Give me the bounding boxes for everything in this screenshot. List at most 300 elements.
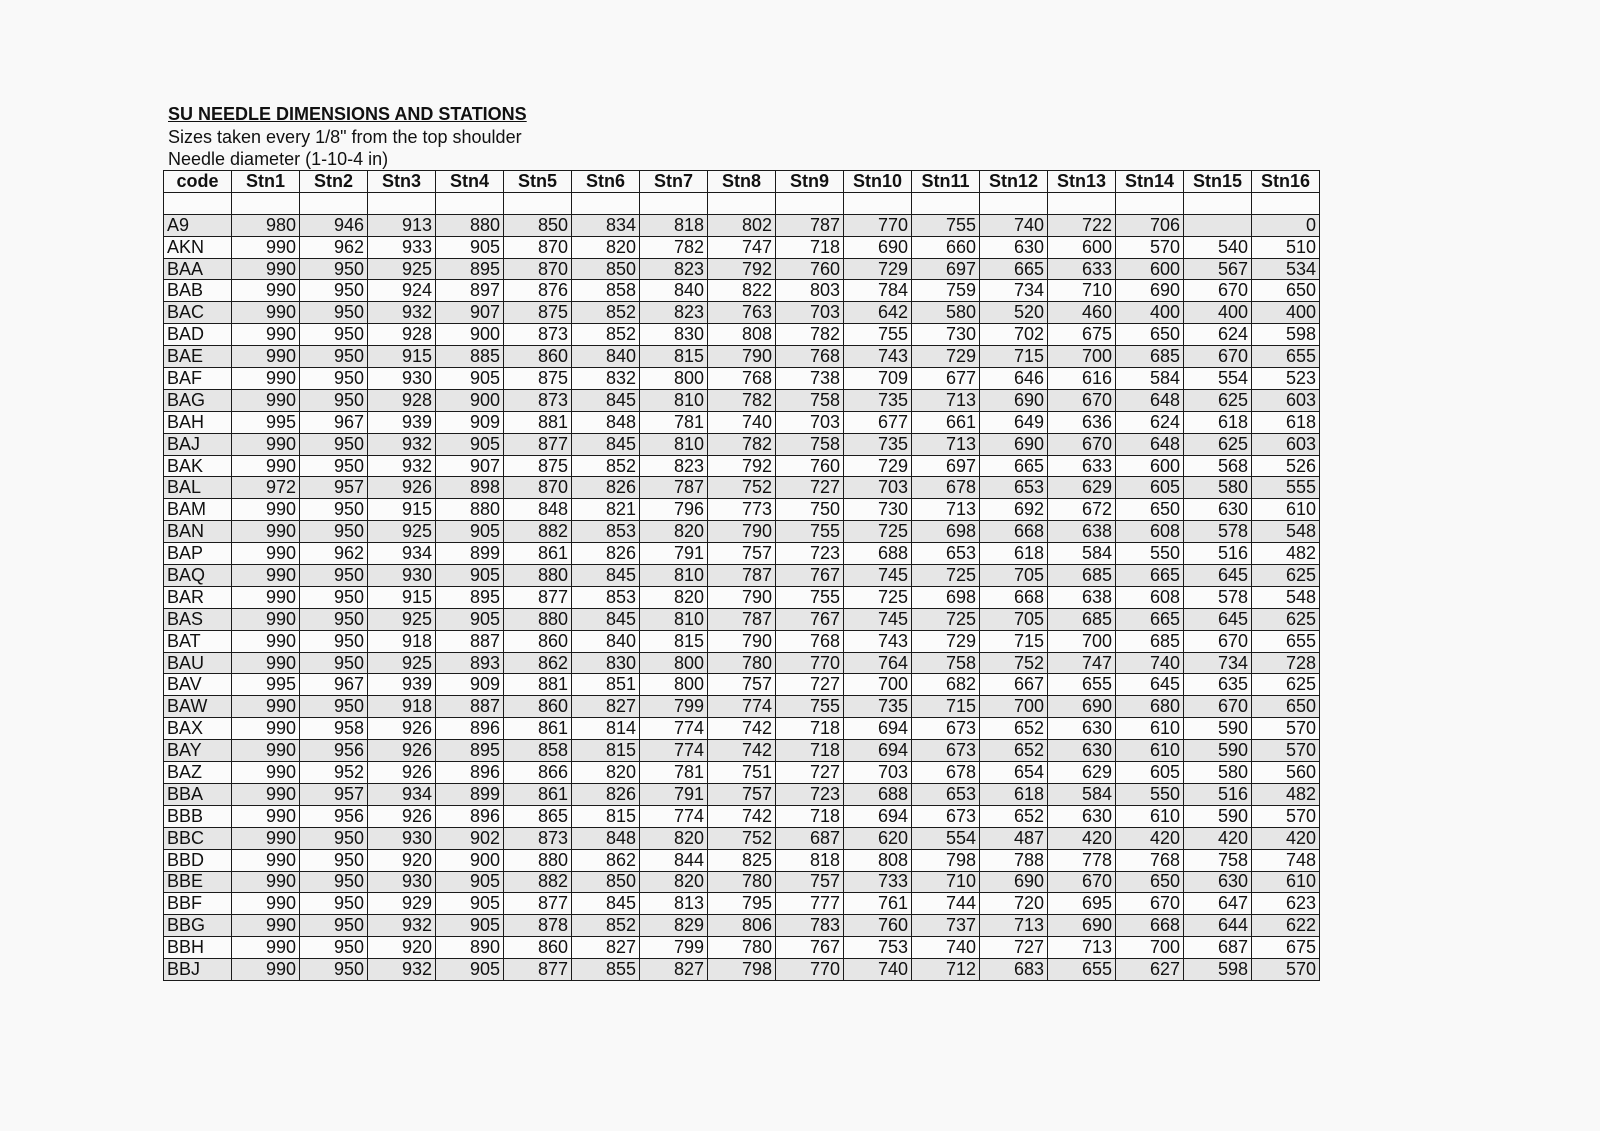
station-value-cell: 698 [912, 586, 980, 608]
station-value-cell: 787 [708, 565, 776, 587]
column-header-stn9: Stn9 [776, 171, 844, 193]
station-value-cell: 845 [572, 608, 640, 630]
station-value-cell: 815 [640, 630, 708, 652]
station-value-cell: 950 [300, 827, 368, 849]
station-value-cell: 990 [232, 324, 300, 346]
station-value-cell: 798 [708, 959, 776, 981]
station-value-cell: 900 [436, 324, 504, 346]
station-value-cell: 768 [1116, 849, 1184, 871]
column-header-stn7: Stn7 [640, 171, 708, 193]
station-value-cell: 787 [776, 214, 844, 236]
station-value-cell: 905 [436, 893, 504, 915]
station-value-cell: 516 [1184, 783, 1252, 805]
station-value-cell: 905 [436, 236, 504, 258]
station-value-cell: 882 [504, 521, 572, 543]
station-value-cell: 687 [776, 827, 844, 849]
station-value-cell: 670 [1184, 280, 1252, 302]
needle-code-cell: BAN [164, 521, 232, 543]
station-value-cell: 925 [368, 521, 436, 543]
station-value-cell: 777 [776, 893, 844, 915]
station-value-cell: 700 [844, 674, 912, 696]
table-row [164, 630, 1320, 652]
station-value-cell: 990 [232, 521, 300, 543]
needle-code-cell: BAF [164, 368, 232, 390]
station-value-cell: 695 [1048, 893, 1116, 915]
station-value-cell: 932 [368, 959, 436, 981]
station-value-cell: 523 [1252, 368, 1320, 390]
station-value-cell: 668 [980, 586, 1048, 608]
station-value-cell: 815 [572, 805, 640, 827]
station-value-cell: 697 [912, 455, 980, 477]
station-value-cell: 950 [300, 696, 368, 718]
table-row [164, 783, 1320, 805]
station-value-cell: 690 [980, 433, 1048, 455]
station-value-cell: 810 [640, 565, 708, 587]
station-value-cell: 584 [1048, 543, 1116, 565]
station-value-cell: 818 [776, 849, 844, 871]
station-value-cell: 647 [1184, 893, 1252, 915]
station-value-cell: 873 [504, 389, 572, 411]
station-value-cell: 725 [912, 565, 980, 587]
station-value-cell: 460 [1048, 302, 1116, 324]
station-value-cell: 877 [504, 959, 572, 981]
station-value-cell: 862 [572, 849, 640, 871]
needle-code-cell: BAV [164, 674, 232, 696]
station-value-cell: 820 [572, 236, 640, 258]
station-value-cell: 905 [436, 959, 504, 981]
station-value-cell: 808 [708, 324, 776, 346]
station-value-cell: 713 [912, 433, 980, 455]
station-value-cell: 950 [300, 455, 368, 477]
station-value-cell: 818 [640, 214, 708, 236]
station-value-cell: 909 [436, 674, 504, 696]
station-value-cell: 829 [640, 915, 708, 937]
needle-code-cell: BAU [164, 652, 232, 674]
station-value-cell: 850 [572, 258, 640, 280]
needle-code-cell: BAH [164, 411, 232, 433]
station-value-cell: 815 [640, 346, 708, 368]
needle-code-cell: BAR [164, 586, 232, 608]
table-row [164, 368, 1320, 390]
station-value-cell: 534 [1252, 258, 1320, 280]
station-value-cell: 650 [1252, 696, 1320, 718]
station-value-cell: 767 [776, 937, 844, 959]
station-value-cell: 580 [1184, 762, 1252, 784]
station-value-cell: 578 [1184, 521, 1252, 543]
station-value-cell: 690 [844, 236, 912, 258]
station-value-cell: 895 [436, 258, 504, 280]
station-value-cell: 803 [776, 280, 844, 302]
station-value-cell: 645 [1184, 608, 1252, 630]
station-value-cell: 598 [1184, 959, 1252, 981]
station-value-cell: 678 [912, 477, 980, 499]
station-value-cell: 930 [368, 368, 436, 390]
station-value-cell: 830 [640, 324, 708, 346]
station-value-cell: 668 [980, 521, 1048, 543]
table-row [164, 696, 1320, 718]
station-value-cell: 590 [1184, 805, 1252, 827]
station-value-cell: 860 [504, 630, 572, 652]
station-value-cell: 929 [368, 893, 436, 915]
table-row [164, 346, 1320, 368]
station-value-cell: 570 [1252, 959, 1320, 981]
station-value-cell: 764 [844, 652, 912, 674]
station-value-cell: 520 [980, 302, 1048, 324]
station-value-cell: 950 [300, 937, 368, 959]
station-value-cell: 913 [368, 214, 436, 236]
station-value-cell: 630 [1184, 499, 1252, 521]
station-value-cell: 688 [844, 783, 912, 805]
station-value-cell: 950 [300, 521, 368, 543]
needle-code-cell: BBD [164, 849, 232, 871]
station-value-cell: 670 [1184, 630, 1252, 652]
station-value-cell: 852 [572, 455, 640, 477]
station-value-cell: 625 [1184, 389, 1252, 411]
station-value-cell: 896 [436, 718, 504, 740]
needle-code-cell: BBJ [164, 959, 232, 981]
station-value-cell: 650 [1252, 280, 1320, 302]
station-value-cell: 712 [912, 959, 980, 981]
column-header-stn1: Stn1 [232, 171, 300, 193]
station-value-cell: 787 [640, 477, 708, 499]
station-value-cell: 848 [572, 411, 640, 433]
station-value-cell: 723 [776, 783, 844, 805]
station-value-cell: 898 [436, 477, 504, 499]
station-value-cell: 652 [980, 805, 1048, 827]
station-value-cell: 870 [504, 258, 572, 280]
station-value-cell: 990 [232, 740, 300, 762]
station-value-cell: 810 [640, 608, 708, 630]
station-value-cell: 526 [1252, 455, 1320, 477]
table-row [164, 586, 1320, 608]
station-value-cell: 742 [708, 740, 776, 762]
station-value-cell: 705 [980, 608, 1048, 630]
station-value-cell: 880 [504, 565, 572, 587]
table-row [164, 214, 1320, 236]
station-value-cell: 629 [1048, 762, 1116, 784]
column-header-stn15: Stn15 [1184, 171, 1252, 193]
station-value-cell: 555 [1252, 477, 1320, 499]
needle-code-cell: BBB [164, 805, 232, 827]
needle-code-cell: BAT [164, 630, 232, 652]
station-value-cell: 880 [436, 214, 504, 236]
table-row [164, 959, 1320, 981]
station-value-cell: 926 [368, 740, 436, 762]
station-value-cell: 642 [844, 302, 912, 324]
needle-code-cell: BAJ [164, 433, 232, 455]
table-row [164, 718, 1320, 740]
table-header-row [164, 171, 1320, 193]
station-value-cell: 782 [708, 389, 776, 411]
station-value-cell: 845 [572, 389, 640, 411]
station-value-cell: 956 [300, 740, 368, 762]
needle-code-cell: BBG [164, 915, 232, 937]
table-spacer-row [164, 192, 1320, 214]
station-value-cell: 827 [640, 959, 708, 981]
station-value-cell: 763 [708, 302, 776, 324]
station-value-cell: 510 [1252, 236, 1320, 258]
station-value-cell: 823 [640, 455, 708, 477]
station-value-cell: 570 [1252, 740, 1320, 762]
station-value-cell: 827 [572, 937, 640, 959]
station-value-cell: 848 [572, 827, 640, 849]
station-value-cell: 603 [1252, 389, 1320, 411]
station-value-cell: 866 [504, 762, 572, 784]
station-value-cell: 560 [1252, 762, 1320, 784]
station-value-cell: 896 [436, 762, 504, 784]
column-header-stn2: Stn2 [300, 171, 368, 193]
station-value-cell: 420 [1184, 827, 1252, 849]
station-value-cell: 834 [572, 214, 640, 236]
station-value-cell: 950 [300, 565, 368, 587]
station-value-cell: 677 [912, 368, 980, 390]
station-value-cell: 630 [1048, 740, 1116, 762]
station-value-cell: 683 [980, 959, 1048, 981]
station-value-cell: 648 [1116, 433, 1184, 455]
station-value-cell: 813 [640, 893, 708, 915]
station-value-cell: 832 [572, 368, 640, 390]
station-value-cell: 568 [1184, 455, 1252, 477]
station-value-cell: 633 [1048, 455, 1116, 477]
station-value-cell: 670 [1048, 871, 1116, 893]
station-value-cell: 750 [776, 499, 844, 521]
station-value-cell: 727 [980, 937, 1048, 959]
station-value-cell: 773 [708, 499, 776, 521]
station-value-cell: 826 [572, 783, 640, 805]
station-value-cell: 939 [368, 411, 436, 433]
column-header-stn13: Stn13 [1048, 171, 1116, 193]
station-value-cell: 791 [640, 783, 708, 805]
station-value-cell: 855 [572, 959, 640, 981]
station-value-cell: 853 [572, 521, 640, 543]
station-value-cell: 718 [776, 805, 844, 827]
station-value-cell: 790 [708, 586, 776, 608]
station-value-cell: 729 [912, 346, 980, 368]
station-value-cell: 694 [844, 805, 912, 827]
station-value-cell: 610 [1252, 871, 1320, 893]
station-value-cell: 925 [368, 608, 436, 630]
station-value-cell: 665 [1116, 565, 1184, 587]
station-value-cell: 622 [1252, 915, 1320, 937]
station-value-cell: 896 [436, 805, 504, 827]
station-value-cell: 694 [844, 740, 912, 762]
column-header-stn8: Stn8 [708, 171, 776, 193]
station-value-cell: 939 [368, 674, 436, 696]
station-value-cell: 980 [232, 214, 300, 236]
table-cell [1048, 192, 1116, 214]
station-value-cell: 865 [504, 805, 572, 827]
station-value-cell: 860 [504, 937, 572, 959]
station-value-cell: 400 [1184, 302, 1252, 324]
table-row [164, 762, 1320, 784]
station-value-cell: 790 [708, 346, 776, 368]
station-value-cell: 952 [300, 762, 368, 784]
station-value-cell: 781 [640, 411, 708, 433]
needle-code-cell: BBH [164, 937, 232, 959]
station-value-cell: 548 [1252, 521, 1320, 543]
station-value-cell: 728 [1252, 652, 1320, 674]
station-value-cell: 990 [232, 586, 300, 608]
station-value-cell: 713 [980, 915, 1048, 937]
table-row [164, 915, 1320, 937]
station-value-cell: 709 [844, 368, 912, 390]
station-value-cell: 990 [232, 652, 300, 674]
station-value-cell: 690 [1048, 696, 1116, 718]
station-value-cell: 895 [436, 740, 504, 762]
station-value-cell: 758 [1184, 849, 1252, 871]
station-value-cell: 677 [844, 411, 912, 433]
station-value-cell: 751 [708, 762, 776, 784]
station-value-cell: 900 [436, 849, 504, 871]
station-value-cell: 820 [640, 827, 708, 849]
station-value-cell: 915 [368, 499, 436, 521]
station-value-cell: 990 [232, 762, 300, 784]
station-value-cell: 655 [1252, 630, 1320, 652]
station-value-cell: 623 [1252, 893, 1320, 915]
station-value-cell: 774 [640, 740, 708, 762]
needle-code-cell: BAG [164, 389, 232, 411]
station-value-cell: 616 [1048, 368, 1116, 390]
station-value-cell: 958 [300, 718, 368, 740]
station-value-cell: 584 [1048, 783, 1116, 805]
station-value-cell: 753 [844, 937, 912, 959]
station-value-cell: 909 [436, 411, 504, 433]
station-value-cell: 703 [844, 762, 912, 784]
station-value-cell: 957 [300, 477, 368, 499]
station-value-cell: 715 [912, 696, 980, 718]
station-value-cell: 950 [300, 630, 368, 652]
station-value-cell: 800 [640, 368, 708, 390]
station-value-cell: 718 [776, 740, 844, 762]
station-value-cell: 900 [436, 389, 504, 411]
table-cell [504, 192, 572, 214]
station-value-cell: 893 [436, 652, 504, 674]
station-value-cell: 782 [776, 324, 844, 346]
station-value-cell: 748 [1252, 849, 1320, 871]
station-value-cell: 920 [368, 849, 436, 871]
station-value-cell: 820 [640, 586, 708, 608]
station-value-cell: 907 [436, 302, 504, 324]
station-value-cell: 780 [708, 937, 776, 959]
station-value-cell: 905 [436, 871, 504, 893]
station-value-cell: 610 [1116, 740, 1184, 762]
station-value-cell: 845 [572, 433, 640, 455]
station-value-cell: 692 [980, 499, 1048, 521]
station-value-cell: 629 [1048, 477, 1116, 499]
station-value-cell: 800 [640, 652, 708, 674]
station-value-cell: 745 [844, 608, 912, 630]
station-value-cell: 650 [1116, 499, 1184, 521]
station-value-cell: 700 [1116, 937, 1184, 959]
station-value-cell: 934 [368, 783, 436, 805]
station-value-cell: 652 [980, 740, 1048, 762]
station-value-cell: 852 [572, 915, 640, 937]
table-cell [164, 192, 232, 214]
station-value-cell: 767 [776, 565, 844, 587]
station-value-cell: 774 [640, 805, 708, 827]
station-value-cell: 685 [1048, 608, 1116, 630]
station-value-cell: 755 [776, 696, 844, 718]
station-value-cell: 932 [368, 302, 436, 324]
table-row [164, 258, 1320, 280]
station-value-cell [1184, 214, 1252, 236]
station-value-cell: 747 [708, 236, 776, 258]
needle-code-cell: BBC [164, 827, 232, 849]
table-cell [640, 192, 708, 214]
station-value-cell: 652 [980, 718, 1048, 740]
station-value-cell: 990 [232, 455, 300, 477]
station-value-cell: 727 [776, 477, 844, 499]
table-cell [776, 192, 844, 214]
table-row [164, 565, 1320, 587]
station-value-cell: 661 [912, 411, 980, 433]
station-value-cell: 735 [844, 696, 912, 718]
station-value-cell: 554 [1184, 368, 1252, 390]
station-value-cell: 670 [1048, 433, 1116, 455]
station-value-cell: 727 [776, 762, 844, 784]
table-cell [368, 192, 436, 214]
station-value-cell: 873 [504, 827, 572, 849]
units-note: Needle diameter (1-10-4 in) [168, 149, 389, 169]
station-value-cell: 638 [1048, 586, 1116, 608]
station-value-cell: 920 [368, 937, 436, 959]
needle-code-cell: BAZ [164, 762, 232, 784]
station-value-cell: 722 [1048, 214, 1116, 236]
station-value-cell: 990 [232, 937, 300, 959]
station-value-cell: 950 [300, 893, 368, 915]
station-value-cell: 930 [368, 565, 436, 587]
station-value-cell: 685 [1116, 630, 1184, 652]
table-cell [980, 192, 1048, 214]
station-value-cell: 646 [980, 368, 1048, 390]
station-value-cell: 713 [912, 499, 980, 521]
station-value-cell: 675 [1048, 324, 1116, 346]
station-value-cell: 636 [1048, 411, 1116, 433]
station-value-cell: 950 [300, 433, 368, 455]
station-value-cell: 735 [844, 433, 912, 455]
station-value-cell: 851 [572, 674, 640, 696]
station-value-cell: 678 [912, 762, 980, 784]
station-value-cell: 757 [708, 543, 776, 565]
needle-code-cell: BBF [164, 893, 232, 915]
table-row [164, 433, 1320, 455]
station-value-cell: 598 [1252, 324, 1320, 346]
station-value-cell: 990 [232, 433, 300, 455]
station-value-cell: 487 [980, 827, 1048, 849]
station-value-cell: 757 [708, 783, 776, 805]
station-value-cell: 697 [912, 258, 980, 280]
station-value-cell: 878 [504, 915, 572, 937]
station-value-cell: 950 [300, 389, 368, 411]
station-value-cell: 610 [1116, 805, 1184, 827]
station-value-cell: 767 [776, 608, 844, 630]
table-row [164, 871, 1320, 893]
station-value-cell: 860 [504, 346, 572, 368]
column-header-stn5: Stn5 [504, 171, 572, 193]
station-value-cell: 887 [436, 696, 504, 718]
station-value-cell: 876 [504, 280, 572, 302]
station-value-cell: 873 [504, 324, 572, 346]
station-value-cell: 792 [708, 258, 776, 280]
station-value-cell: 730 [844, 499, 912, 521]
station-value-cell: 600 [1116, 455, 1184, 477]
station-value-cell: 548 [1252, 586, 1320, 608]
station-value-cell: 600 [1116, 258, 1184, 280]
station-value-cell: 861 [504, 783, 572, 805]
table-row [164, 740, 1320, 762]
station-value-cell: 755 [912, 214, 980, 236]
station-value-cell: 860 [504, 696, 572, 718]
